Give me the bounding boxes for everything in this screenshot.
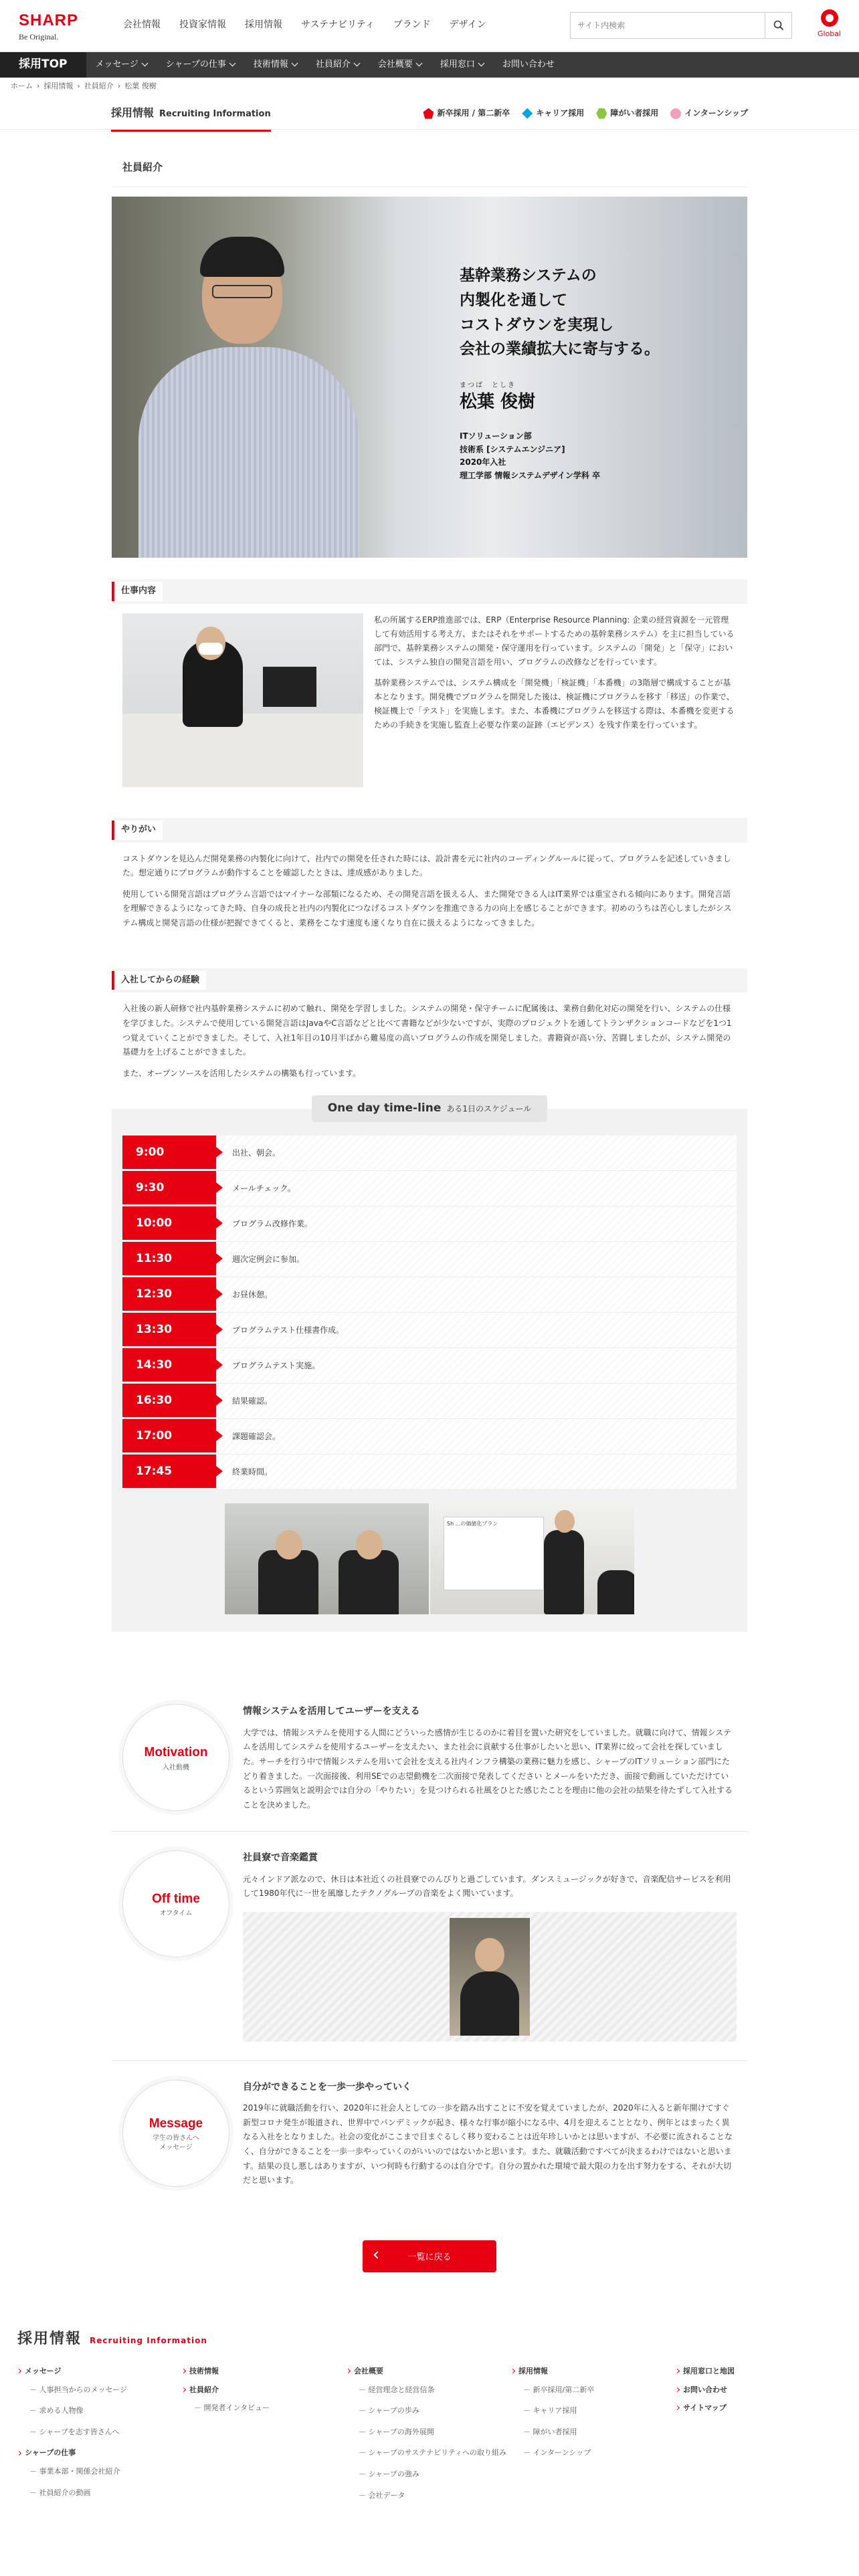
footer-sublink[interactable]: － シャープを志す皆さんへ [29,2427,120,2436]
recruit-title-jp: 採用情報 [111,106,155,120]
employee-info [460,430,694,483]
job-section [112,579,747,796]
interview-text: 大学では、情報システムを使用する人間にどういった感情が生じるのかに着目を置いた研究をしていました。就職に向けて、情報システムを活用してシステムを使用するユーザーを支えたい、また社会に貢献する仕事がしたいと思い、IT業界に絞って会社を探していました。サーチを行う中で情報システムを用いて会社を支える社内インフラ構築の業務に魅力を感じ、シャープのITソリューション部門にたどり着きました。一次面接後、利用SEでの志望動機を二次面接で発表してください とメールをいただき、面接で動画していただけているという雰囲気と説明会では自分の「やりたい」を見つけられる社風をひとた感じたことを理由に他の会社の結果を待たずして入社することを決めました。 [243,1727,733,1810]
timeline-time: 14:30 [122,1348,216,1383]
chevron-down-icon [353,60,360,67]
interview-message [112,2061,747,2207]
breadcrumb-separator: › [117,82,121,91]
yarigai-paragraph: 使用している開発言語はプログラム言語ではマイナーな部類になるため、その開発言語を扱える人、また開発できる人はIT業界では重宝される傾向にあります。開発言語を理解できるようになってきた時、自身の成長と社内の内製化につなげるコストダウンを推進できる力の向上を感じることができます。初めのうちは苦心しましたがシステム構成と開発言語の仕様が把握できてくると、業務をこなす速度も速くなり自在に扱えるようになってきました。 [122,889,732,928]
flower-icon [670,108,681,119]
logo-tagline: Be Original. [19,32,59,42]
recruit-nav-label: メッセージ [95,59,138,70]
footer-sublink[interactable]: － 経営理念と経営信条 [359,2385,435,2394]
timeline-event: プログラムテスト実施。 [216,1348,737,1383]
chevron-right-icon [346,2369,351,2373]
recruit-nav-item[interactable] [306,58,369,72]
footer-link[interactable] [676,2402,840,2414]
recruit-title-en: Recruiting Information [159,109,271,120]
presentation-photo [430,1503,634,1614]
breadcrumb-item[interactable]: ホーム [11,82,33,91]
badge-en: Off time [152,1892,200,1907]
category-internship[interactable] [670,107,748,120]
recruit-categories [423,107,748,120]
hexagon-icon [596,108,607,119]
recruit-nav-label: 採用窓口 [440,59,475,70]
recruit-nav-item[interactable] [157,58,244,72]
career-section [112,968,747,1097]
timeline-time: 9:30 [122,1171,216,1206]
timeline-event: 出社、朝会。 [216,1136,737,1170]
employee-portrait [138,223,359,558]
timeline-event: 結果確認。 [216,1384,737,1418]
breadcrumb-separator: › [77,82,80,91]
catch-line: 内製化を通して [460,291,567,309]
badge-en: Motivation [144,1745,208,1760]
timeline-row [122,1277,737,1313]
footer-sublink[interactable]: － 社員紹介の動画 [29,2488,91,2497]
employee-department: ITソリューション部 [460,431,532,441]
footer-sublink[interactable]: － 会社データ [359,2490,405,2500]
footer-column [676,2365,840,2510]
section-label: 仕事内容 [112,582,163,601]
footer-column [511,2365,676,2510]
search-button[interactable] [765,13,791,38]
main-content [112,130,747,2272]
timeline-title: One day time-line [327,1101,442,1115]
badge-jp: 入社動機 [163,1763,189,1772]
footer-sublink[interactable]: － シャープの歩み [359,2406,419,2416]
recruit-nav-label: 会社概要 [377,59,413,70]
footer-sublink[interactable]: － キャリア採用 [523,2406,577,2416]
timeline-heading [122,1095,737,1122]
meeting-photo [225,1503,429,1614]
recruit-nav-item[interactable] [369,58,431,72]
footer-link[interactable] [182,2384,347,2396]
top-nav-item[interactable]: 採用情報 [245,19,282,30]
hero-catchphrase [460,263,694,362]
breadcrumb [0,78,859,95]
employee-role: 技術系 [システムエンジニア] [460,444,565,454]
timeline-time: 17:00 [122,1419,216,1454]
recruit-nav-label: 社員紹介 [315,59,351,70]
interview-section [112,1685,747,2206]
top-nav-item[interactable]: サステナビリティ [301,19,375,30]
timeline-event: お昼休憩。 [216,1277,737,1312]
timeline-photos [122,1503,737,1614]
timeline-time: 12:30 [122,1277,216,1312]
breadcrumb-item[interactable]: 社員紹介 [84,82,114,91]
back-button-label: 一覧に戻る [407,2252,452,2263]
site-header [0,0,859,52]
footer-link[interactable] [676,2365,840,2377]
timeline-row [122,1419,737,1455]
footer-sublink[interactable]: － 事業本部・関係会社紹介 [29,2466,120,2476]
footer-link[interactable] [347,2365,511,2377]
top-nav-item[interactable]: 投資家情報 [179,19,226,30]
logo-brand: SHARP [19,11,79,29]
top-nav-item[interactable]: 会社情報 [123,19,161,30]
category-label: キャリア採用 [536,108,585,118]
interview-badge [122,2080,229,2187]
footer-title-en: Recruiting Information [90,2335,207,2345]
chevron-down-icon [415,60,422,67]
chevron-right-icon [17,2451,21,2456]
timeline-row [122,1136,737,1171]
footer-link[interactable] [17,2365,182,2377]
chevron-down-icon [291,60,298,67]
interview-heading: 自分ができることを一歩一歩やっていく [243,2081,411,2092]
footer-sublink[interactable]: － シャープの海外展開 [359,2427,434,2436]
timeline-row [122,1171,737,1206]
category-career[interactable] [522,107,584,120]
footer-link[interactable] [511,2365,676,2377]
footer-sublink[interactable]: － シャープの強み [359,2469,419,2478]
timeline-time: 10:00 [122,1206,216,1241]
badge-jp: オフタイム [159,1910,193,1918]
back-to-list-button[interactable] [363,2240,496,2272]
catch-line: 会社の業績拡大に寄与する。 [460,340,660,358]
timeline-list [122,1136,737,1490]
offtime-photo [450,1918,530,2036]
breadcrumb-separator: › [37,82,40,91]
sharp-logo[interactable] [19,8,78,44]
search-icon [773,20,784,31]
top-nav [123,17,486,32]
interview-badge [122,1850,229,1957]
footer-column [17,2365,182,2510]
timeline-row [122,1455,737,1490]
badge-en: Message [149,2116,203,2131]
chevron-right-icon [181,2369,186,2373]
breadcrumb-current: 松葉 俊樹 [124,82,157,91]
global-label: Global [818,29,842,38]
chevron-down-icon [229,60,235,67]
footer-link-label: サイトマップ [683,2403,727,2413]
pentagon-icon [423,108,434,119]
timeline-subtitle: ある1日のスケジュール [446,1104,532,1114]
section-label: やりがい [112,821,163,840]
catch-line: コストダウンを実現し [460,316,613,334]
footer-sublink[interactable]: － 障がい者採用 [523,2427,577,2436]
timeline-row [122,1242,737,1277]
timeline-time: 9:00 [122,1136,216,1170]
interview-text: 元々インドア派なので、休日は本社近くの社員寮でのんびりと過ごしています。ダンスミュージックが好きで、音楽配信サービスを利用して1980年代に一世を風靡したテクノグループの音楽をよく聞いています。 [243,1874,731,1899]
slide-title: Sh ...の価値化プラン [444,1517,544,1590]
category-label: 障がい者採用 [610,108,659,118]
timeline-row [122,1313,737,1348]
job-paragraph: 私の所属するERP推進部では、ERP（Enterprise Resource Planning: 企業の経営資源を一元管理して有効活用する考え方、またはそれをサポートするための基幹業務システム）を主に担当している部門で、基幹業務システムの開発・保守運用を行っています。システムの「開発」と「保守」においては、システム独自の開発言語を用い、プログラムの改修などを行っています。 [374,615,735,667]
timeline-event: 終業時間。 [216,1455,737,1489]
chevron-right-icon [17,2369,21,2373]
yarigai-paragraph: コストダウンを見込んだ開発業務の内製化に向けて、社内での開発を任された時には、設計書を元に社内のコーディングルールに従って、プログラムを記述していきました。想定通りにプログラムが動作することを確認したときは、達成感がありました。 [122,853,731,878]
hero-text [453,263,694,483]
timeline-time: 16:30 [122,1384,216,1418]
timeline-time: 13:30 [122,1313,216,1348]
badge-jp: 学生の皆さんへ メッセージ [153,2135,199,2152]
work-photo [122,613,363,787]
site-footer [0,2327,859,2521]
employee-education: 理工学部 情報システムデザイン学科 卒 [460,471,601,481]
interview-badge [122,1704,229,1811]
timeline-event: 課題確認会。 [216,1419,737,1454]
interview-text: 2019年に就職活動を行い、2020年に社会人としての一歩を踏み出すことに不安を覚えていましたが、2020年に入ると新年開けてすぐ新型コロナ発生が報道され、世界中でパンデミックが起き、様々な行事が縮小になる中、4月を迎えることとなり、例年とはまったく異なる入社をとなりました。社会の変化がここまで目まぐるしく移り変わることは近年珍しいかとは思いますが、不必要に流されることなく、自分ができることを一歩一歩やっていくのがいいのではないかと思います。また、就職活動ですべてが決まるわけではないと思います。結果の良し悪しはありますが、いつ何時も行動するのは自分です。自分の置かれた環境で最大限の力を出す努力をする、それが大切だと思います。 [243,2103,733,2185]
timeline-event: プログラムテスト仕様書作成。 [216,1313,737,1348]
search-input[interactable] [571,13,765,38]
recruit-nav-label: お問い合わせ [502,59,555,70]
chevron-down-icon [141,60,148,67]
footer-title-jp: 採用情報 [17,2330,82,2347]
chevron-right-icon [675,2405,680,2410]
footer-link[interactable] [676,2384,840,2396]
recruit-nav-item[interactable] [431,58,493,72]
timeline-time: 17:45 [122,1455,216,1489]
timeline-row [122,1206,737,1242]
chevron-left-icon [373,2251,381,2258]
footer-sublink[interactable]: － 求める人物像 [29,2406,84,2416]
timeline-event: 週次定例会に参加。 [216,1242,737,1277]
job-paragraph: 基幹業務システムでは、システム構成を「開発機」「検証機」「本番機」の3階層で構成することが基本となります。開発機でプログラムを開発した後は、検証機にプログラムを移す「移送」の作業で、検証機上で「テスト」を実施します。また、本番機にプログラムを移送する際は、本番機を変更するための手続きを実施し監査上必要な作業の証跡（エビデンス）を残す作業を行っています。 [374,677,735,730]
footer-link-label: 社員紹介 [189,2385,219,2394]
footer-link-label: 技術情報 [189,2367,219,2375]
diamond-icon [522,108,533,119]
chevron-right-icon [675,2369,680,2373]
interview-heading: 社員寮で音楽鑑賞 [243,1852,318,1864]
site-search [570,12,792,39]
category-label: 新卒採用 / 第二新卒 [437,108,510,118]
recruit-nav-item[interactable] [86,58,157,72]
recruit-nav-item[interactable] [244,58,306,72]
recruit-title[interactable] [111,96,271,132]
timeline-event: メールチェック。 [216,1171,737,1206]
footer-link-label: 採用窓口と地図 [683,2367,735,2375]
recruit-nav-label: 技術情報 [253,59,288,70]
timeline-row [122,1384,737,1419]
offtime-photo-strip [243,1912,737,2042]
footer-column [182,2365,347,2510]
timeline-event: プログラム改修作業。 [216,1206,737,1241]
chevron-down-icon [478,60,484,67]
interview-motivation [112,1685,747,1832]
category-label: インターンシップ [684,108,748,118]
footer-link-label: 採用情報 [518,2367,548,2375]
interview-offtime [112,1832,747,2061]
name-ruby: まつば としき [460,382,516,390]
recruit-nav-item[interactable] [493,58,564,72]
chevron-right-icon [510,2369,515,2373]
global-link[interactable] [818,9,841,40]
globe-icon [821,9,838,27]
yarigai-section [112,818,747,947]
employee-hero [112,197,747,558]
footer-sublink[interactable]: － 新卒採用/第二新卒 [523,2385,595,2394]
timeline-time: 11:30 [122,1242,216,1277]
section-label: 入社してからの経験 [112,971,206,990]
footer-sublink[interactable]: － シャープのサステナビリティへの取り組み [359,2448,506,2458]
category-new-grad[interactable] [423,107,510,120]
employee-name: 松葉 俊樹 [460,392,536,413]
footer-sublink[interactable]: － 人事担当からのメッセージ [29,2385,127,2394]
breadcrumb-item[interactable]: 採用情報 [43,82,74,91]
one-day-timeline [112,1101,747,1632]
footer-link-label: 会社概要 [354,2367,383,2375]
career-paragraph: 入社後の新人研修で社内基幹業務システムに初めて触れ、開発を学習しました。システムの開発・保守チームに配属後は、業務自動化対応の開発を行い、システムの仕様を学びました。システムで使用している開発言語はJavaやC言語などと比べて書籍などが少ないですが、実際のプロジェクトを通してトランザクションコードなどを1つ1つ覚えていくことができました。そして、入社1年目の10月半ばから難易度の高いプログラムの作成を開発しました。書籍資が高い分、苦闘しましたが、システム開発の基礎力を上げることができました。 [122,1004,732,1057]
footer-link-label: お問い合わせ [683,2385,727,2394]
footer-link-label: メッセージ [25,2367,62,2375]
interview-heading: 情報システムを活用してユーザーを支える [243,1706,420,1717]
category-disability[interactable] [596,107,658,120]
chevron-right-icon [181,2387,186,2392]
footer-sublink[interactable]: － インターンシップ [523,2448,591,2458]
top-nav-item[interactable]: デザイン [449,19,486,30]
timeline-row [122,1348,737,1384]
footer-column [347,2365,511,2510]
footer-sublink[interactable]: － 開発者インタビュー [194,2403,270,2413]
footer-link-label: シャープの仕事 [25,2448,76,2458]
footer-link[interactable] [17,2447,182,2459]
recruit-header-bar [0,95,859,130]
footer-title [17,2327,842,2351]
catch-line: 基幹業務システムの [460,267,597,284]
footer-columns [17,2365,842,2510]
footer-link[interactable] [182,2365,347,2377]
career-paragraph: また、オープンソースを活用したシステムの構築も行っています。 [122,1068,361,1078]
recruit-nav [0,52,859,78]
recruit-top-link[interactable]: 採用TOP [0,52,86,78]
chevron-right-icon [675,2387,680,2392]
employee-join-year: 2020年入社 [460,457,506,467]
recruit-nav-label: シャープの仕事 [165,59,226,70]
page-title: 社員紹介 [112,147,747,187]
top-nav-item[interactable]: ブランド [393,19,431,30]
